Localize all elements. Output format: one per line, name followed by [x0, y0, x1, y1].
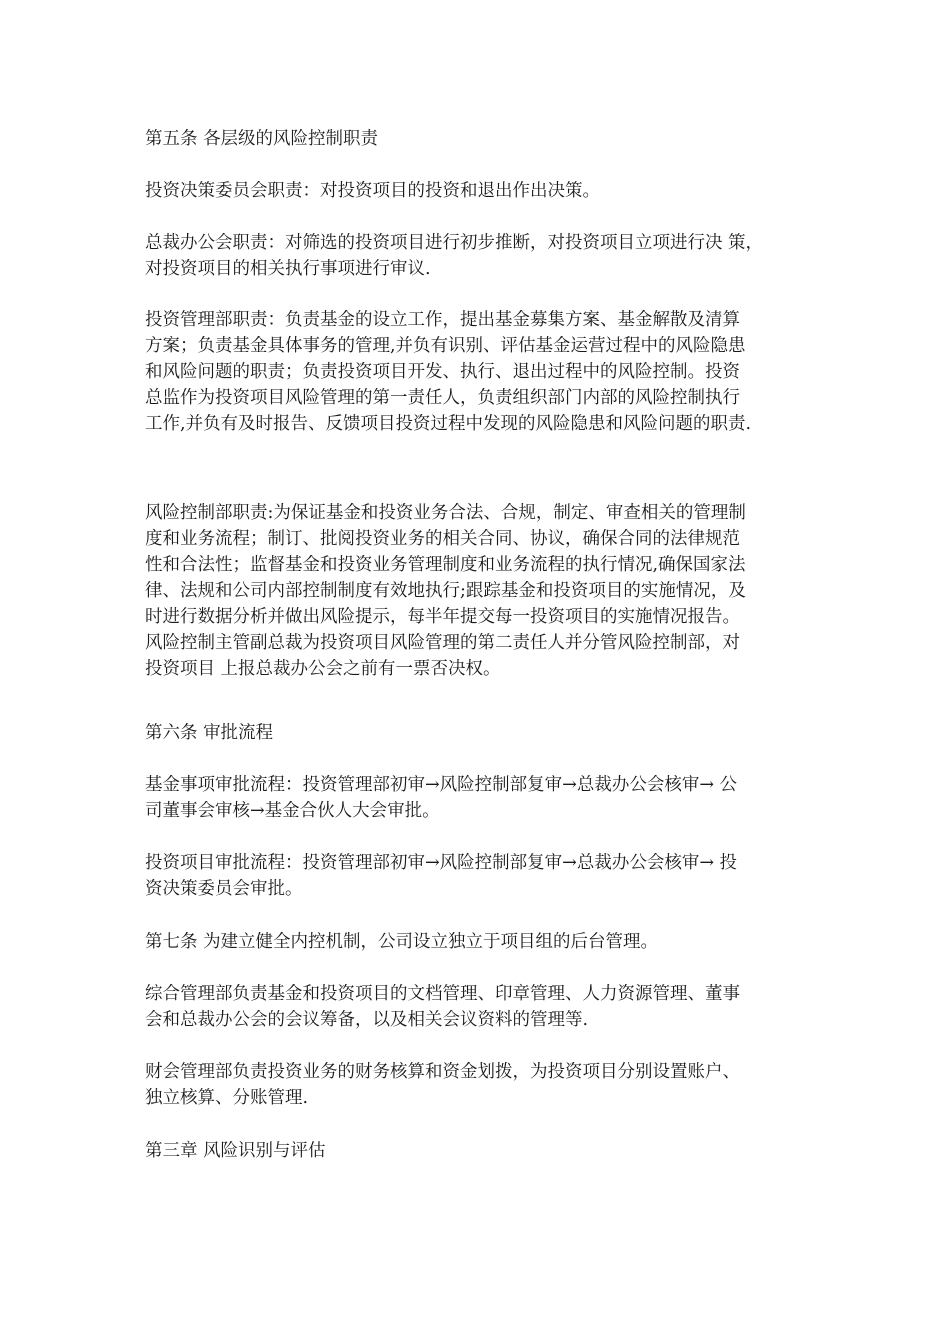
- text-line: 总监作为投资项目风险管理的第一责任人，负责组织部门内部的风险控制执行: [145, 388, 740, 408]
- text-line: 独立核算、分账管理.: [145, 1088, 309, 1108]
- text-line: 第三章 风险识别与评估: [145, 1141, 326, 1161]
- text-line: 综合管理部负责基金和投资项目的文档管理、印章管理、人力资源管理、董事: [145, 984, 740, 1004]
- text-line: 投资项目审批流程：投资管理部初审→风险控制部复审→总裁办公会核审→ 投: [145, 853, 738, 873]
- text-line: 第五条 各层级的风险控制职责: [145, 129, 379, 149]
- general-management-duties: [145, 981, 825, 1033]
- text-line: 资决策委员会审批。: [145, 879, 303, 899]
- text-line: 基金事项审批流程：投资管理部初审→风险控制部复审→总裁办公会核审→ 公: [145, 775, 738, 795]
- text-line: 和风险问题的职责；负责投资项目开发、执行、退出过程中的风险控制。投资: [145, 362, 740, 382]
- project-approval-process: [145, 850, 825, 902]
- text-line: 第七条 为建立健全内控机制，公司设立独立于项目组的后台管理。: [145, 932, 659, 952]
- text-line: 投资项目 上报总裁办公会之前有一票否决权。: [145, 659, 501, 679]
- text-line: 时进行数据分析并做出风险提示，每半年提交每一投资项目的实施情况报告。: [145, 607, 740, 627]
- article-7-heading: [145, 929, 825, 955]
- text-line: 方案；负责基金具体事务的管理,并负有识别、评估基金运营过程中的风险隐患: [145, 336, 746, 356]
- text-line: 风险控制主管副总裁为投资项目风险管理的第二责任人并分管风险控制部，对: [145, 633, 740, 653]
- fund-approval-process: [145, 772, 825, 824]
- text-line: 财会管理部负责投资业务的财务核算和资金划拨，为投资项目分别设置账户、: [145, 1062, 740, 1082]
- text-line: 总裁办公会职责：对筛选的投资项目进行初步推断，对投资项目立项进行决 策，: [145, 233, 764, 253]
- text-line: 性和合法性；监督基金和投资业务管理制度和业务流程的执行情况,确保国家法: [145, 555, 746, 575]
- investment-committee-duties: [145, 178, 825, 204]
- text-line: 度和业务流程；制订、批阅投资业务的相关合同、协议，确保合同的法律规范: [145, 529, 740, 549]
- finance-management-duties: [145, 1059, 825, 1111]
- text-line: 第六条 审批流程: [145, 723, 274, 743]
- chapter-3-heading: [145, 1138, 825, 1164]
- text-line: 风险控制部职责:为保证基金和投资业务合法、合规，制定、审查相关的管理制: [145, 503, 746, 523]
- text-line: 司董事会审核→基金合伙人大会审批。: [145, 801, 440, 821]
- text-line: 对投资项目的相关执行事项进行审议.: [145, 259, 431, 279]
- president-office-duties: [145, 230, 825, 282]
- risk-control-duties: [145, 500, 825, 682]
- article-6-heading: [145, 720, 825, 746]
- text-line: 投资管理部职责：负责基金的设立工作，提出基金募集方案、基金解散及清算: [145, 310, 740, 330]
- text-line: 工作,并负有及时报告、反馈项目投资过程中发现的风险隐患和风险问题的职责.: [145, 414, 752, 434]
- text-line: 投资决策委员会职责：对投资项目的投资和退出作出决策。: [145, 181, 600, 201]
- investment-management-duties: [145, 307, 825, 437]
- text-line: 律、法规和公司内部控制制度有效地执行;跟踪基金和投资项目的实施情况，及: [145, 581, 746, 601]
- text-line: 会和总裁办公会的会议筹备，以及相关会议资料的管理等.: [145, 1010, 589, 1030]
- article-5-heading: [145, 126, 825, 152]
